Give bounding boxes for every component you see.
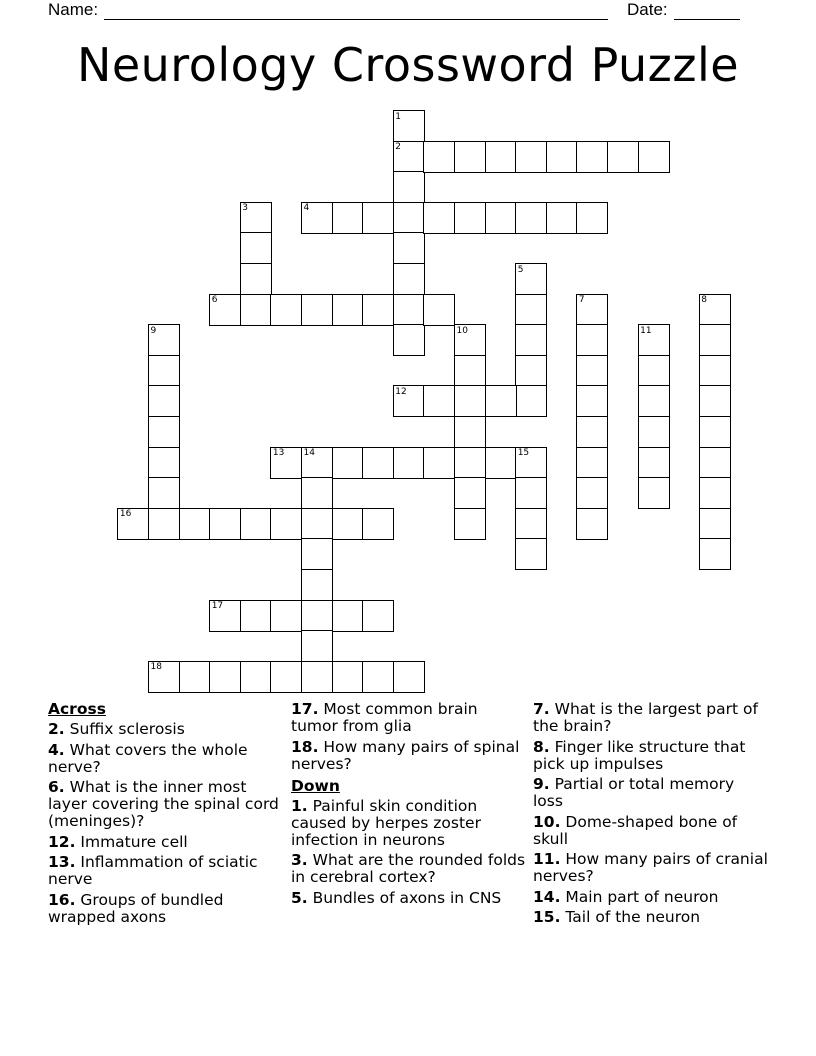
clues-column-1 [48,701,283,929]
clues-column-2 [291,701,526,910]
cell-number: 10 [456,325,468,336]
clue-number: 12. [48,832,76,851]
cell-number: 13 [272,448,285,459]
clue-text: Finger like structure that pick up impulses [533,737,746,773]
crossword-cell[interactable] [423,141,455,173]
crossword-cell[interactable] [546,202,578,234]
clue-item [533,739,768,773]
crossword-cell[interactable] [362,294,394,326]
clue-number: 4. [48,740,65,759]
crossword-cell[interactable] [699,355,731,387]
clue-text: Partial or total memory loss [533,775,735,810]
crossword-cell[interactable] [546,141,578,173]
crossword-cell[interactable] [240,508,272,540]
crossword-cell[interactable] [576,355,608,387]
crossword-cell[interactable] [393,447,425,479]
clue-item [48,834,283,851]
clue-text: Inflammation of sciatic nerve [48,853,258,888]
crossword-cell[interactable] [148,416,180,448]
crossword-cell[interactable] [179,508,211,540]
crossword-cell[interactable] [515,324,547,356]
crossword-cell[interactable] [607,141,639,173]
crossword-cell[interactable] [699,324,731,356]
crossword-cell[interactable] [362,447,394,479]
clue-number: 11. [533,850,561,868]
across-heading: Across [48,700,106,718]
clue-number: 3. [291,851,308,869]
clue-item [533,851,768,885]
crossword-cell[interactable] [638,141,670,173]
clue-text: Tail of the neuron [560,908,701,926]
clue-item [48,892,283,926]
crossword-cell[interactable] [270,294,302,326]
crossword-cell[interactable] [362,202,394,234]
crossword-cell[interactable] [454,141,486,173]
crossword-cell[interactable] [638,416,670,448]
crossword-cell[interactable] [240,600,272,632]
crossword-cell[interactable] [240,294,272,326]
crossword-cell[interactable] [209,508,241,540]
crossword-cell[interactable] [454,477,486,509]
cell-number: 18 [150,662,162,673]
crossword-cell[interactable] [270,508,302,540]
crossword-cell[interactable] [423,202,455,234]
crossword-cell[interactable] [485,202,517,234]
clue-text: Dome-shaped bone of skull [533,812,738,848]
clue-number: 8. [533,737,550,756]
clue-item [291,852,526,886]
crossword-cell[interactable] [393,232,425,264]
cell-number: 14 [303,448,315,459]
clue-text: Main part of neuron [560,887,719,906]
clue-number: 14. [533,887,561,906]
clue-number: 5. [291,888,308,907]
clue-number: 16. [48,890,76,909]
crossword-cell[interactable] [515,294,547,326]
cell-number: 1 [395,111,402,122]
crossword-cell[interactable] [454,447,486,479]
crossword-cell[interactable] [576,447,608,479]
cell-number: 17 [211,601,224,612]
crossword-cell[interactable] [393,171,425,203]
crossword-cell[interactable] [301,569,333,601]
clue-number: 2. [48,720,65,738]
crossword-cell[interactable] [362,600,394,632]
crossword-cell[interactable] [148,355,180,387]
clue-text: Most common brain tumor from glia [291,700,478,735]
crossword-cell[interactable] [638,355,670,387]
crossword-cell[interactable] [240,661,272,693]
clue-text: What is the largest part of the brain? [533,700,758,735]
clue-item [533,701,768,735]
crossword-cell[interactable] [638,477,670,509]
crossword-cell[interactable] [485,141,517,173]
clue-item [48,721,283,738]
crossword-cell[interactable] [301,538,333,570]
clue-number: 18. [291,737,319,756]
crossword-cell[interactable] [148,508,180,540]
crossword-cell[interactable] [301,508,333,540]
crossword-cell[interactable] [332,508,364,540]
clue-text: How many pairs of spinal nerves? [291,737,520,773]
clues-column-3 [533,701,768,930]
crossword-cell[interactable] [332,294,364,326]
crossword-cell[interactable] [301,294,333,326]
crossword-cell[interactable] [423,385,455,417]
name-label: Name: [48,0,99,19]
clue-number: 15. [533,908,561,926]
crossword-cell[interactable] [332,202,364,234]
crossword-cell[interactable] [270,600,302,632]
clue-item [533,889,768,906]
crossword-cell[interactable] [576,477,608,509]
clue-number: 10. [533,812,561,831]
clue-text: Immature cell [75,832,188,851]
clue-item [533,814,768,848]
clue-text: Suffix sclerosis [64,720,185,738]
clue-number: 13. [48,853,76,871]
crossword-cell[interactable] [638,385,670,417]
crossword-cell[interactable] [362,661,394,693]
crossword-cell[interactable] [515,538,547,570]
clue-text: How many pairs of cranial nerves? [533,850,768,885]
crossword-cell[interactable] [638,447,670,479]
crossword-cell[interactable] [485,385,517,417]
crossword-cell[interactable] [699,477,731,509]
clue-number: 17. [291,700,319,718]
crossword-cell[interactable] [485,447,517,479]
crossword-cell[interactable] [576,416,608,448]
crossword-cell[interactable] [699,508,731,540]
cell-number: 3 [242,203,249,214]
cell-number: 15 [517,448,530,459]
clue-item [48,854,283,888]
crossword-cell[interactable] [393,294,425,326]
crossword-cell[interactable] [209,661,241,693]
cell-number: 6 [211,295,218,306]
crossword-cell[interactable] [454,355,486,387]
crossword-cell[interactable] [148,447,180,479]
cell-number: 2 [395,142,402,153]
clue-text: Bundles of axons in CNS [307,888,502,907]
cell-number: 8 [701,295,708,306]
clue-item [291,798,526,849]
crossword-cell[interactable] [515,141,547,173]
crossword-cell[interactable] [301,477,333,509]
crossword-cell[interactable] [240,263,272,295]
crossword-cell[interactable] [423,294,455,326]
crossword-cell[interactable] [699,385,731,417]
crossword-cell[interactable] [515,202,547,234]
crossword-cell[interactable] [423,447,455,479]
crossword-cell[interactable] [301,661,333,693]
down-heading: Down [291,776,340,795]
crossword-cell[interactable] [240,232,272,264]
clue-number: 9. [533,775,550,793]
clue-text: Groups of bundled wrapped axons [48,890,224,926]
crossword-cell[interactable] [576,385,608,417]
crossword-cell[interactable] [515,355,547,387]
crossword-cell[interactable] [332,661,364,693]
crossword-cell[interactable] [515,508,547,540]
crossword-cell[interactable] [576,324,608,356]
clue-text: What are the rounded folds in cerebral cortex? [291,851,526,886]
cell-number: 5 [517,264,524,275]
clue-item [48,779,283,830]
clue-number: 6. [48,778,65,796]
crossword-cell[interactable] [454,508,486,540]
crossword-cell[interactable] [270,661,302,693]
clue-text: What is the inner most layer covering the spinal cord (meninges)? [48,778,279,830]
crossword-cell[interactable] [362,508,394,540]
crossword-cell[interactable] [393,661,425,693]
clue-item [533,776,768,810]
crossword-cell[interactable] [301,600,333,632]
crossword-cell[interactable] [699,447,731,479]
crossword-cell[interactable] [576,202,608,234]
crossword-cell[interactable] [699,416,731,448]
crossword-cell[interactable] [301,630,333,662]
clue-number: 7. [533,700,550,718]
cell-number: 16 [119,509,132,520]
crossword-cell[interactable] [454,202,486,234]
clue-item [533,909,768,926]
clue-text: Painful skin condition caused by herpes zoster infection in neurons [291,796,481,849]
crossword-cell[interactable] [576,508,608,540]
clue-number: 1. [291,796,308,815]
crossword-cell[interactable] [332,447,364,479]
crossword-cell[interactable] [393,324,425,356]
crossword-cell[interactable] [393,263,425,295]
crossword-cell[interactable] [515,385,547,417]
page-title: Neurology Crossword Puzzle [76,38,740,92]
clue-item [48,742,283,776]
cell-number: 11 [640,325,652,336]
crossword-cell[interactable] [148,385,180,417]
crossword-cell[interactable] [393,202,425,234]
cell-number: 9 [150,325,157,336]
crossword-cell[interactable] [699,538,731,570]
cell-number: 7 [578,295,585,306]
clue-text: What covers the whole nerve? [48,740,248,776]
clue-item [291,739,526,773]
date-label: Date: [627,0,668,19]
crossword-cell[interactable] [454,416,486,448]
crossword-cell[interactable] [179,661,211,693]
cell-number: 12 [395,386,407,397]
crossword-cell[interactable] [454,385,486,417]
cell-number: 4 [303,203,310,214]
clue-item [291,890,526,907]
crossword-cell[interactable] [332,600,364,632]
clue-item [291,701,526,735]
crossword-cell[interactable] [148,477,180,509]
crossword-cell[interactable] [515,477,547,509]
crossword-cell[interactable] [576,141,608,173]
